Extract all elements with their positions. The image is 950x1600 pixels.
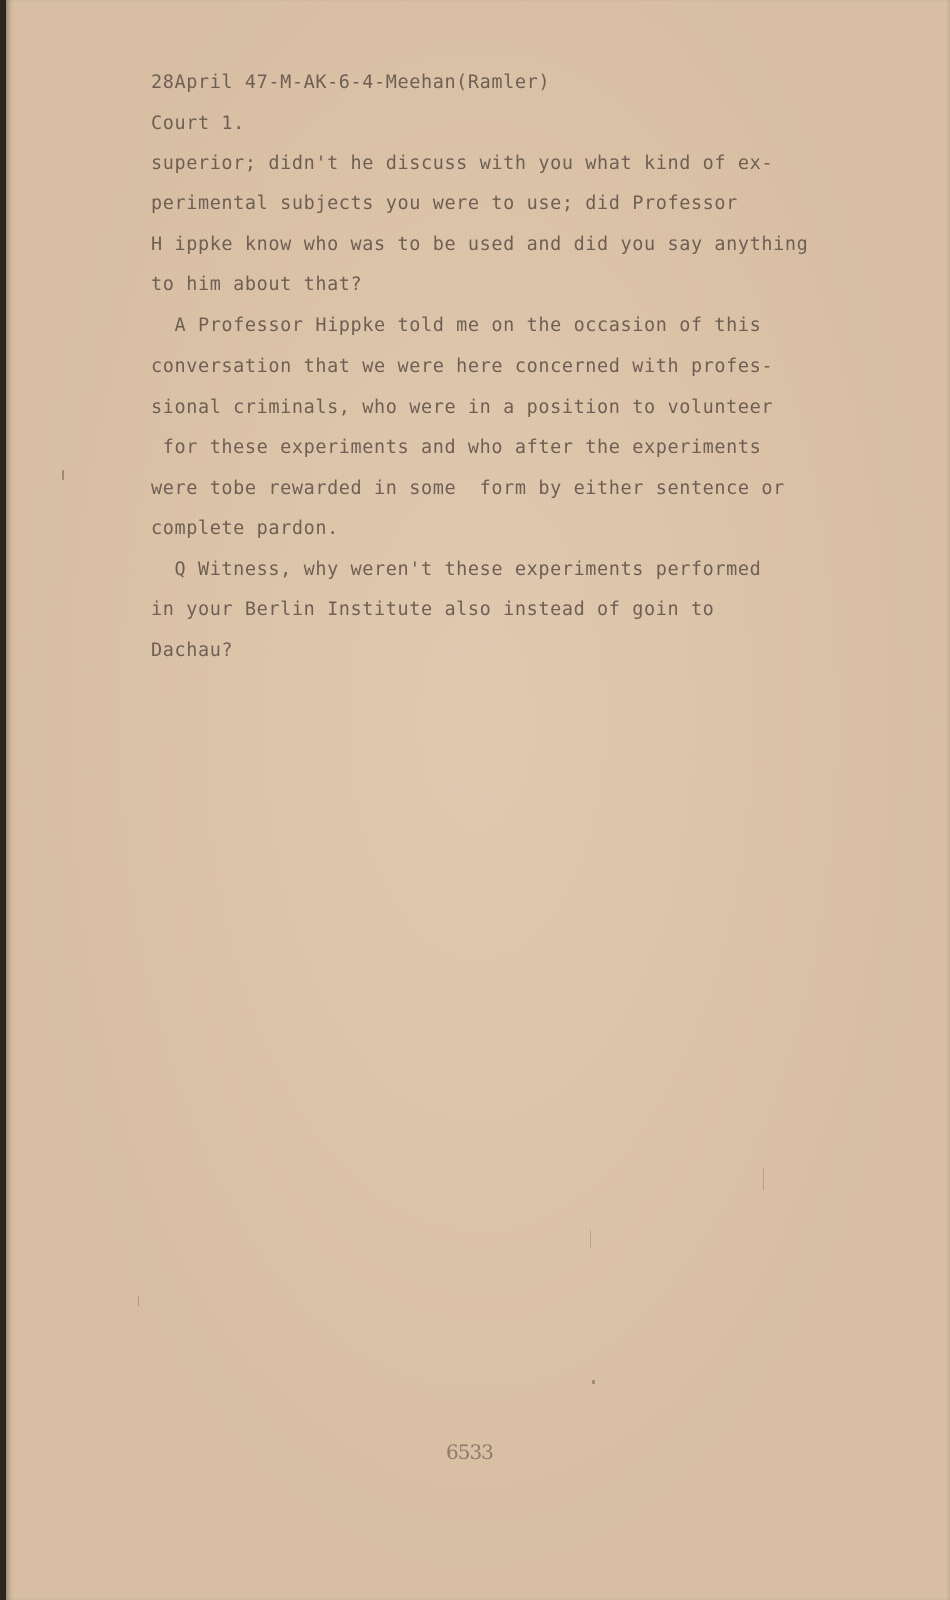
court-label: Court 1. <box>151 113 245 134</box>
paper-speck <box>62 470 64 480</box>
transcript-line: Q Witness, why weren't these experiments performed <box>151 559 762 580</box>
transcript-line: conversation that we were here concerned with profes- <box>151 356 774 377</box>
paper-speck <box>138 1296 139 1306</box>
transcript-line: complete pardon. <box>151 518 339 539</box>
transcript-line: sional criminals, who were in a position to volunteer <box>151 397 774 418</box>
transcript-line: superior; didn't he discuss with you what kind of ex- <box>151 153 774 174</box>
transcript-line: perimental subjects you were to use; did Professor <box>151 193 738 214</box>
transcript-line: to him about that? <box>151 274 363 295</box>
transcript-line: in your Berlin Institute also instead of goin to <box>151 599 715 620</box>
transcript-line: A Professor Hippke told me on the occasion of this <box>151 315 762 336</box>
transcript-header: 28April 47-M-AK-6-4-Meehan(Ramler) <box>151 72 551 93</box>
paper-speck <box>592 1380 595 1384</box>
page-number: 6533 <box>446 1440 493 1464</box>
paper-speck <box>590 1230 591 1248</box>
transcript-line: were tobe rewarded in some form by either sentence or <box>151 478 785 499</box>
document-page <box>6 0 950 1600</box>
paper-speck <box>763 1168 764 1190</box>
transcript-line: H ippke know who was to be used and did you say anything <box>151 234 809 255</box>
transcript-line: for these experiments and who after the experiments <box>151 437 762 458</box>
transcript-line: Dachau? <box>151 640 234 661</box>
